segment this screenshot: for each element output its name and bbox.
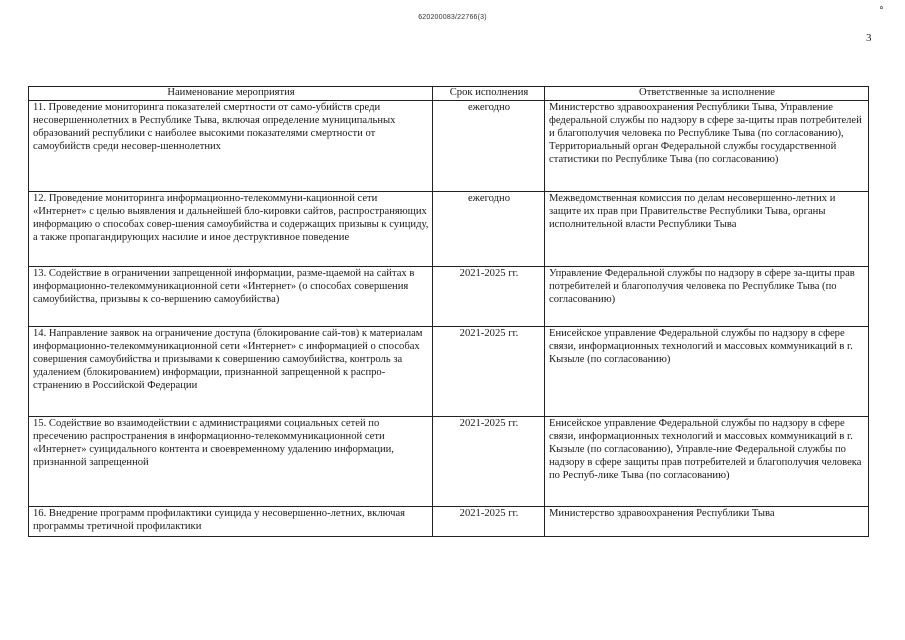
document-id: 620200083/22766(3) — [418, 14, 487, 21]
table-row — [29, 101, 869, 192]
cell-event: 15. Содействие во взаимодействии с администрациями социальных сетей по пресечению распространения в информационно-телекоммуникационной сети «Интернет» суицидального контента и своевременному удалению информации, признанной запрещенной — [29, 417, 433, 507]
cell-term: 2021-2025 гг. — [433, 417, 545, 507]
table-row — [29, 192, 869, 267]
table-row — [29, 507, 869, 537]
table-header-row — [29, 87, 869, 101]
cell-term: ежегодно — [433, 101, 545, 192]
column-header-event: Наименование мероприятия — [29, 87, 433, 101]
cell-term: ежегодно — [433, 192, 545, 267]
page-number: 3 — [866, 32, 872, 44]
table-row — [29, 267, 869, 327]
cell-term: 2021-2025 гг. — [433, 327, 545, 417]
column-header-responsible: Ответственные за исполнение — [545, 87, 869, 101]
cell-event: 13. Содействие в ограничении запрещенной информации, разме-щаемой на сайтах в информационно-телекоммуникационной сети «Интернет» (о способах совершения самоубийства, призывы к со-вершению самоубийства) — [29, 267, 433, 327]
cell-event: 16. Внедрение программ профилактики суицида у несовершенно-летних, включая программы третичной профилактики — [29, 507, 433, 537]
cell-responsible: Министерство здравоохранения Республики Тыва — [545, 507, 869, 537]
cell-event: 14. Направление заявок на ограничение доступа (блокирование сай-тов) к материалам информационно-телекоммуникационной сети «Интернет» с информацией о способах совершения самоубийства и призывами к совершению самоубийства, контроль за удалением (блокированием) информации, признанной запрещенной к распро-странению в Российской Федерации — [29, 327, 433, 417]
table-body — [29, 101, 869, 537]
column-header-term: Срок исполнения — [433, 87, 545, 101]
cell-event: 11. Проведение мониторинга показателей смертности от само-убийств среди несовершеннолетних в Республике Тыва, включая определение муниципальных образований республики с наиболее высокими показателями смертности от самоубийств среди несовер-шеннолетних — [29, 101, 433, 192]
cell-event: 12. Проведение мониторинга информационно-телекоммуни-кационной сети «Интернет» с целью выявления и дальнейшей бло-кировки сайтов, распространяющих информацию о способах совер-шения самоубийства и содержащих призывы к суициду, а также пропагандирующих насилие и иное деструктивное поведение — [29, 192, 433, 267]
corner-handwritten-mark: ه — [878, 1, 886, 12]
cell-responsible: Управление Федеральной службы по надзору в сфере за-щиты прав потребителей и благополучия человека по Республике Тыва (по согласованию) — [545, 267, 869, 327]
table-row — [29, 327, 869, 417]
cell-responsible: Енисейское управление Федеральной службы по надзору в сфере связи, информационных технологий и массовых коммуникаций в г. Кызыле (по согласованию) — [545, 327, 869, 417]
cell-term: 2021-2025 гг. — [433, 267, 545, 327]
cell-term: 2021-2025 гг. — [433, 507, 545, 537]
cell-responsible: Межведомственная комиссия по делам несовершенно-летних и защите их прав при Правительстве Республики Тыва, органы исполнительной власти Республики Тыва — [545, 192, 869, 267]
cell-responsible: Енисейское управление Федеральной службы по надзору в сфере связи, информационных технологий и массовых коммуникаций в г. Кызыле (по согласованию), Управле-ние Федеральной службы по надзору в сфере защиты прав потребителей и благополучия человека по Респуб-лике Тыва (по согласованию) — [545, 417, 869, 507]
cell-responsible: Министерство здравоохранения Республики Тыва, Управление федеральной службы по надзору в сфере за-щиты прав потребителей и благополучия человека по Республике Тыва (по согласованию), Территориальный орган Федеральной службы государственной статистики по Республике Тыва (по согласованию) — [545, 101, 869, 192]
measures-table — [28, 86, 869, 537]
table-row — [29, 417, 869, 507]
table-header — [29, 87, 869, 101]
